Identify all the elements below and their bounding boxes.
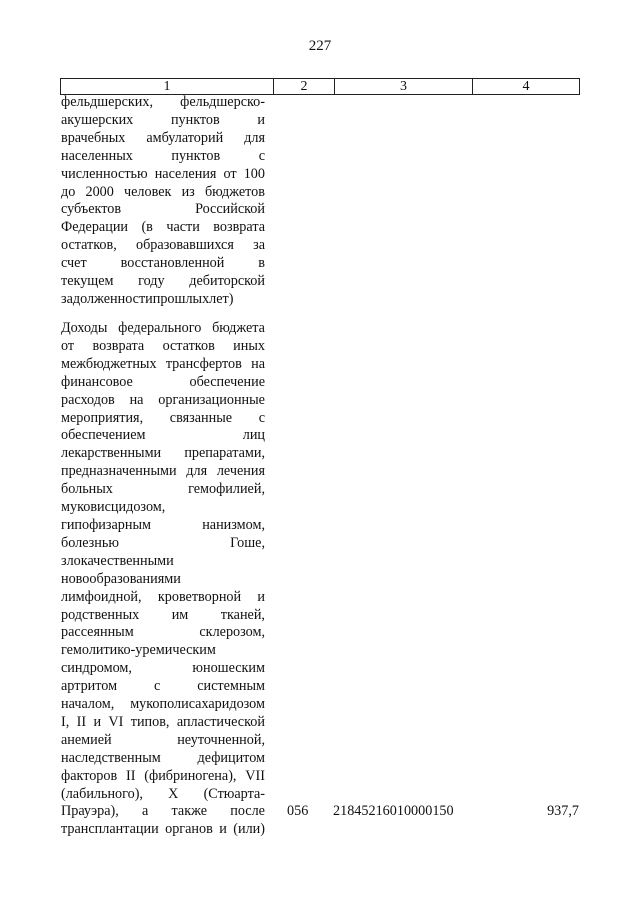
text-line: наследственным дефицитом [61,749,265,766]
text-line: задолженности прошлых лет) [61,290,234,307]
text-line: (лабильного), X (Стюарта- [61,785,265,802]
page-number: 227 [308,38,332,54]
text-line: муковисцидозом, [61,499,166,516]
text-line: текущем году дебиторской [61,273,265,290]
text-line: обеспечением лиц [61,427,265,444]
text-line: злокачественными [61,552,174,569]
text-line: Доходы федерального бюджета [61,320,265,336]
text-line: трансплантации органов и (или) [61,821,265,838]
text-line: лекарственными препаратами, [61,445,265,462]
text-line: синдромом, юношеским [61,660,265,677]
text-line: фельдшерских, фельдшерско- [61,94,265,110]
table-header-col-3: 3 [335,79,473,94]
description-continuation [61,94,265,309]
text-line: субъектов Российской [61,201,265,218]
text-line: I, II и VI типов, апластической [61,713,265,730]
text-line: расходов на организационные [61,391,265,408]
text-line: артритом с системным [61,678,265,695]
text-line: акушерских пунктов и [61,111,265,128]
text-line: остатков, образовавшихся за [61,237,265,254]
admin-code: 056 [287,803,309,819]
text-line: межбюджетных трансфертов на [61,355,265,372]
text-line: больных гемофилией, [61,481,265,498]
text-line: лимфоидной, кроветворной и [61,588,265,605]
amount-value: 937,7 [547,803,579,819]
text-line: численностью населения от 100 [61,165,265,182]
text-line: предназначенными для лечения [61,463,265,480]
text-line: до 2000 человек из бюджетов [61,183,265,200]
text-line: факторов II (фибриногена), VII [61,767,265,784]
text-line: счет восстановленной в [61,255,265,272]
text-line: началом, мукополисахаридозом [61,696,265,713]
text-line: Прауэра), а также после [61,803,265,820]
table-header-col-4: 4 [522,79,530,94]
text-line: гипофизарным нанизмом, [61,516,265,533]
text-line: родственных им тканей, [61,606,265,623]
text-line: мероприятия, связанные с [61,409,265,426]
text-line: от возврата остатков иных [61,337,265,354]
text-line: новообразованиями [61,570,181,587]
text-line: рассеянным склерозом, [61,624,265,641]
description-paragraph [61,320,265,839]
text-line: гемолитико-уремическим [61,642,216,659]
budget-classification-code: 21845216010000150 [333,803,454,819]
text-line: Федерации (в части возврата [61,219,265,236]
table-header-row [60,78,580,95]
text-line: врачебных амбулаторий для [61,129,265,146]
table-header-col-1: 1 [61,79,274,94]
text-line: финансовое обеспечение [61,373,265,390]
text-line: болезнью Гоше, [61,534,265,551]
text-line: населенных пунктов с [61,147,265,164]
table-header-col-2: 2 [274,79,335,94]
text-line: анемией неуточненной, [61,731,265,748]
